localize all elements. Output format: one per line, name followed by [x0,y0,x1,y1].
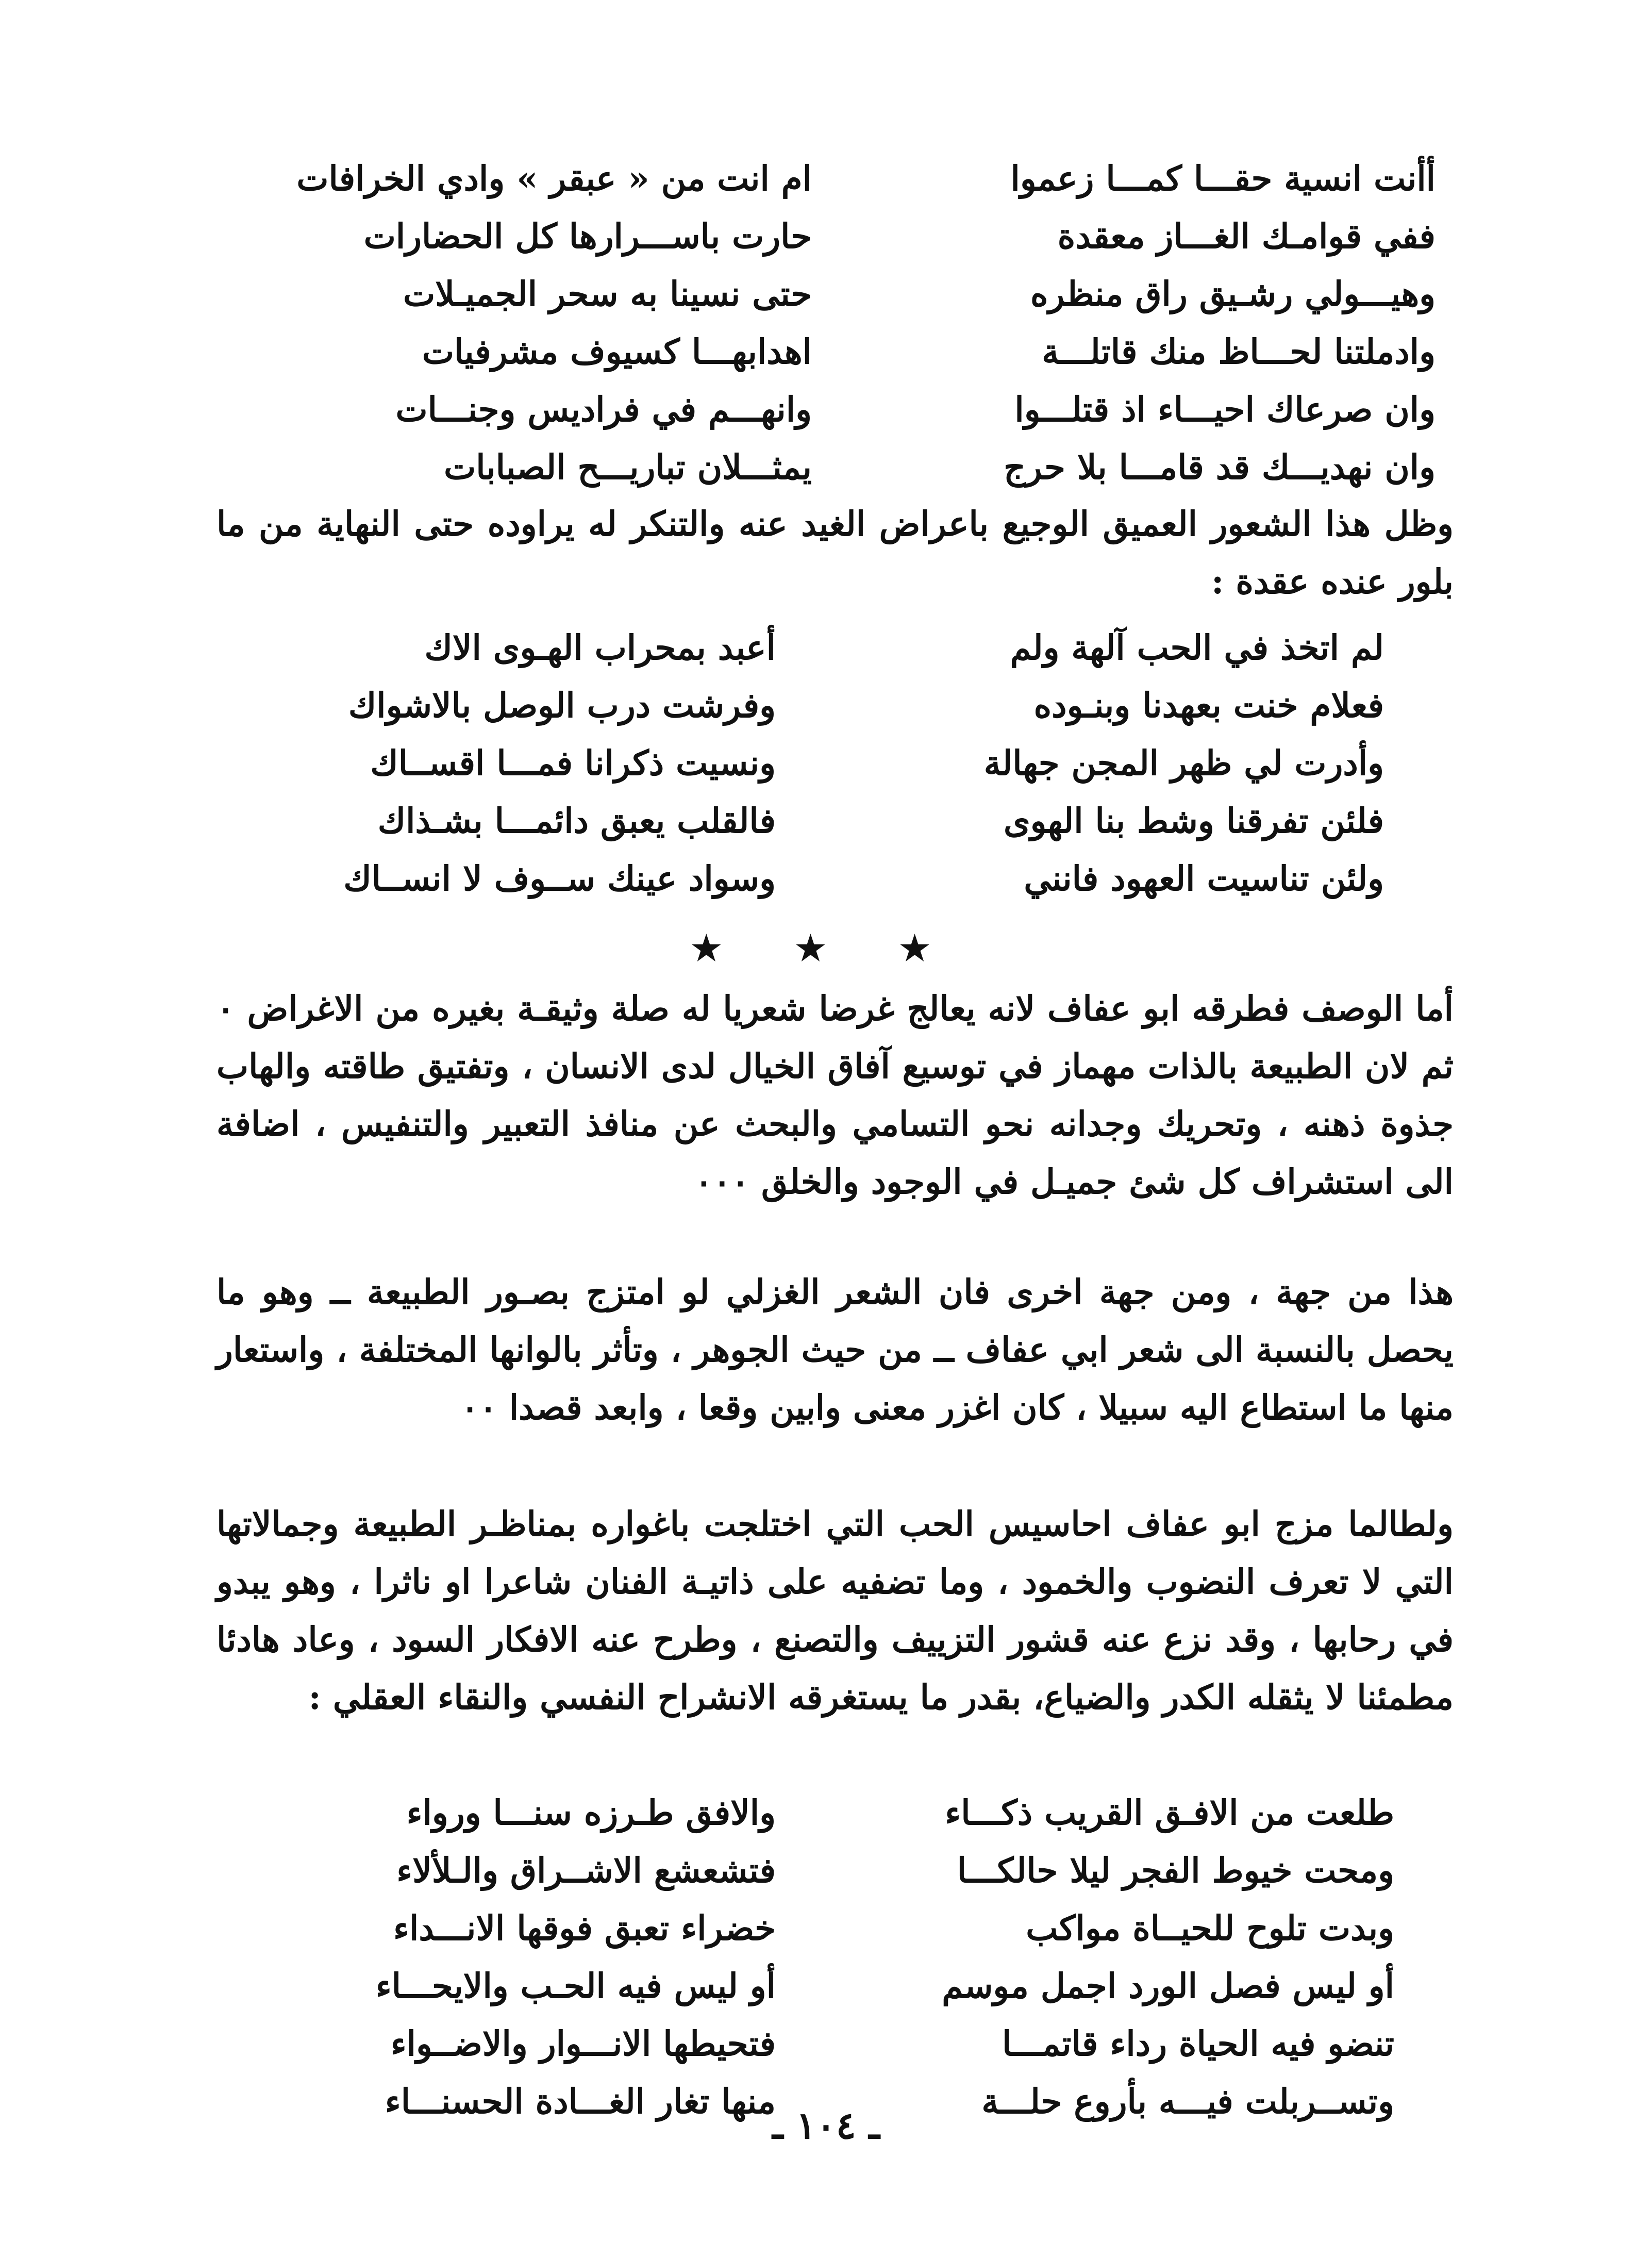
verse-hemistich-right: وان نهديـــك قد قامـــا بلا حرج [1004,447,1436,487]
paragraph-1: وظل هذا الشعور العميق الوجيع باعراض الغيد عنه والتنكر له يراوده حتى النهاية من ما بلور عنده عقدة : [216,504,1454,602]
verse-hemistich-left: أعبد بمحراب الهـوى الاك [424,627,776,668]
verse-line [0,1841,1652,1899]
verse-line [0,438,1652,496]
verse-hemistich-right: لم اتخذ في الحب آلهة ولم [1010,627,1384,668]
verse-hemistich-right: فلئن تفرقنا وشط بنا الهوى [1003,801,1384,841]
paragraph-4: ولطالما مزج ابو عفاف احاسيس الحب التي اختلجت باغواره بمناظـر الطبيعة وجمالاتها التي لا تعرف النضوب والخمود ، وما تضفيه على ذاتيـة الفنان شاعرا او ناثرا ، وهو يبدو في رحابها ، وقد نزع عنه قشور التزييف والتصنع ، وطرح عنه الافكار السود ، وعاد هادئا مطمئنا لا يثقله الكدر والضياع، بقدر ما يستغرقه الانشراح النفسي والنقاء العقلي : [216,1504,1454,1717]
verse-hemistich-left: وانهـــم في فراديس وجنـــات [395,389,812,429]
verse-hemistich-right: أأنت انسية حقـــا كمـــا زعموا [1010,158,1436,198]
verse-line [0,619,1652,676]
verse-line [0,676,1652,734]
verse-hemistich-left: ام انت من « عبقر » وادي الخرافات [296,158,812,198]
verse-line [0,150,1652,207]
verse-hemistich-left: خضراء تعبق فوقها الانـــداء [393,1908,776,1948]
verse-hemistich-left: فتشعشع الاشــراق والـلألاء [396,1850,776,1890]
verse-hemistich-left: أو ليس فيه الحـب والايحـــاء [375,1966,776,2006]
verse-hemistich-right: ومحت خيوط الفجر ليلا حالكـــا [957,1850,1394,1890]
verse-line [0,1899,1652,1957]
verse-line [0,1957,1652,2015]
verse-hemistich-right: ففي قوامـك الغـــاز معقدة [1057,216,1436,256]
verse-line [0,850,1652,907]
verse-hemistich-right: وأدرت لي ظهر المجن جهالة [983,743,1384,783]
poem-1 [0,150,1652,496]
verse-line [0,792,1652,850]
verse-hemistich-left: فتحيطها الانـــوار والاضــواء [390,2023,776,2064]
verse-hemistich-right: وبدت تلوح للحيــاة مواكب [1026,1908,1394,1948]
verse-hemistich-left: وفرشت درب الوصل بالاشواك [348,685,776,725]
verse-hemistich-right: أو ليس فصل الورد اجمل موسم [942,1966,1394,2006]
verse-hemistich-right: تنضو فيه الحياة رداء قاتمـــا [1002,2023,1394,2064]
verse-hemistich-left: يمثـــلان تباريـــح الصبابات [444,447,812,487]
verse-line [0,1784,1652,1841]
verse-hemistich-left: منها تغار الغـــادة الحسنـــاء [385,2081,776,2121]
verse-hemistich-left: حارت باســـرارها كل الحضارات [363,216,812,256]
verse-hemistich-right: فعلام خنت بعهدنا وبنـوده [1033,685,1384,725]
poem-3 [0,1784,1652,2130]
page-number: ـ ١٠٤ ـ [772,2103,880,2147]
verse-hemistich-left: فالقلب يعبق دائمـــا بشـذاك [377,801,776,841]
verse-line [0,2015,1652,2072]
verse-hemistich-right: وادملتنا لحـــاظ منك قاتلـــة [1042,331,1436,372]
paragraph-3: هذا من جهة ، ومن جهة اخرى فان الشعر الغزلي لو امتزج بصـور الطبيعة ــ وهو ما يحصل بالنسبة الى شعر ابي عفاف ــ من حيث الجوهر ، وتأثر بالوانها المختلفة ، واستعار منها ما استطاع اليه سبيلا ، كان اغزر معنى وابين وقعا ، وابعد قصدا ٠٠ [216,1272,1454,1427]
verse-line [0,734,1652,792]
verse-hemistich-left: اهدابهـــا كسيوف مشرفيات [422,331,812,372]
verse-hemistich-right: وتســربلت فيـــه بأروع حلـــة [981,2081,1394,2121]
verse-line [0,380,1652,438]
verse-hemistich-right: طلعت من الافـق القريب ذكـــاء [945,1792,1394,1833]
verse-hemistich-left: ونسيت ذكرانا فمـــا اقســاك [370,743,776,783]
verse-hemistich-left: حتى نسينا به سحر الجميـلات [403,274,812,314]
verse-hemistich-left: وسواد عينك ســوف لا انســاك [343,858,776,899]
verse-hemistich-right: ولئن تناسيت العهود فانني [1024,858,1384,899]
verse-hemistich-right: وهيـــولي رشـيق راق منظره [1030,274,1436,314]
verse-hemistich-right: وان صرعاك احيـــاء اذ قتلـــوا [1014,389,1436,429]
verse-line [0,207,1652,265]
verse-line [0,323,1652,380]
section-separator-stars: ★ ★ ★ [691,928,961,968]
poem-2 [0,619,1652,907]
verse-hemistich-left: والافق طـرزه سنـــا ورواء [406,1792,776,1833]
verse-line [0,265,1652,323]
paragraph-2: أما الوصف فطرقه ابو عفاف لانه يعالج غرضا شعريا له صلة وثيقـة بغيره من الاغراض ٠ ثم لان الطبيعة بالذات مهماز في توسيع آفاق الخيال لدى الانسان ، وتفتيق طاقته والهاب جذوة ذهنه ، وتحريك وجدانه نحو التسامي والبحث عن منافذ التعبير والتنفيس ، اضافة الى استشراف كل شئ جميـل في الوجود والخلق ٠٠٠ [216,988,1454,1202]
